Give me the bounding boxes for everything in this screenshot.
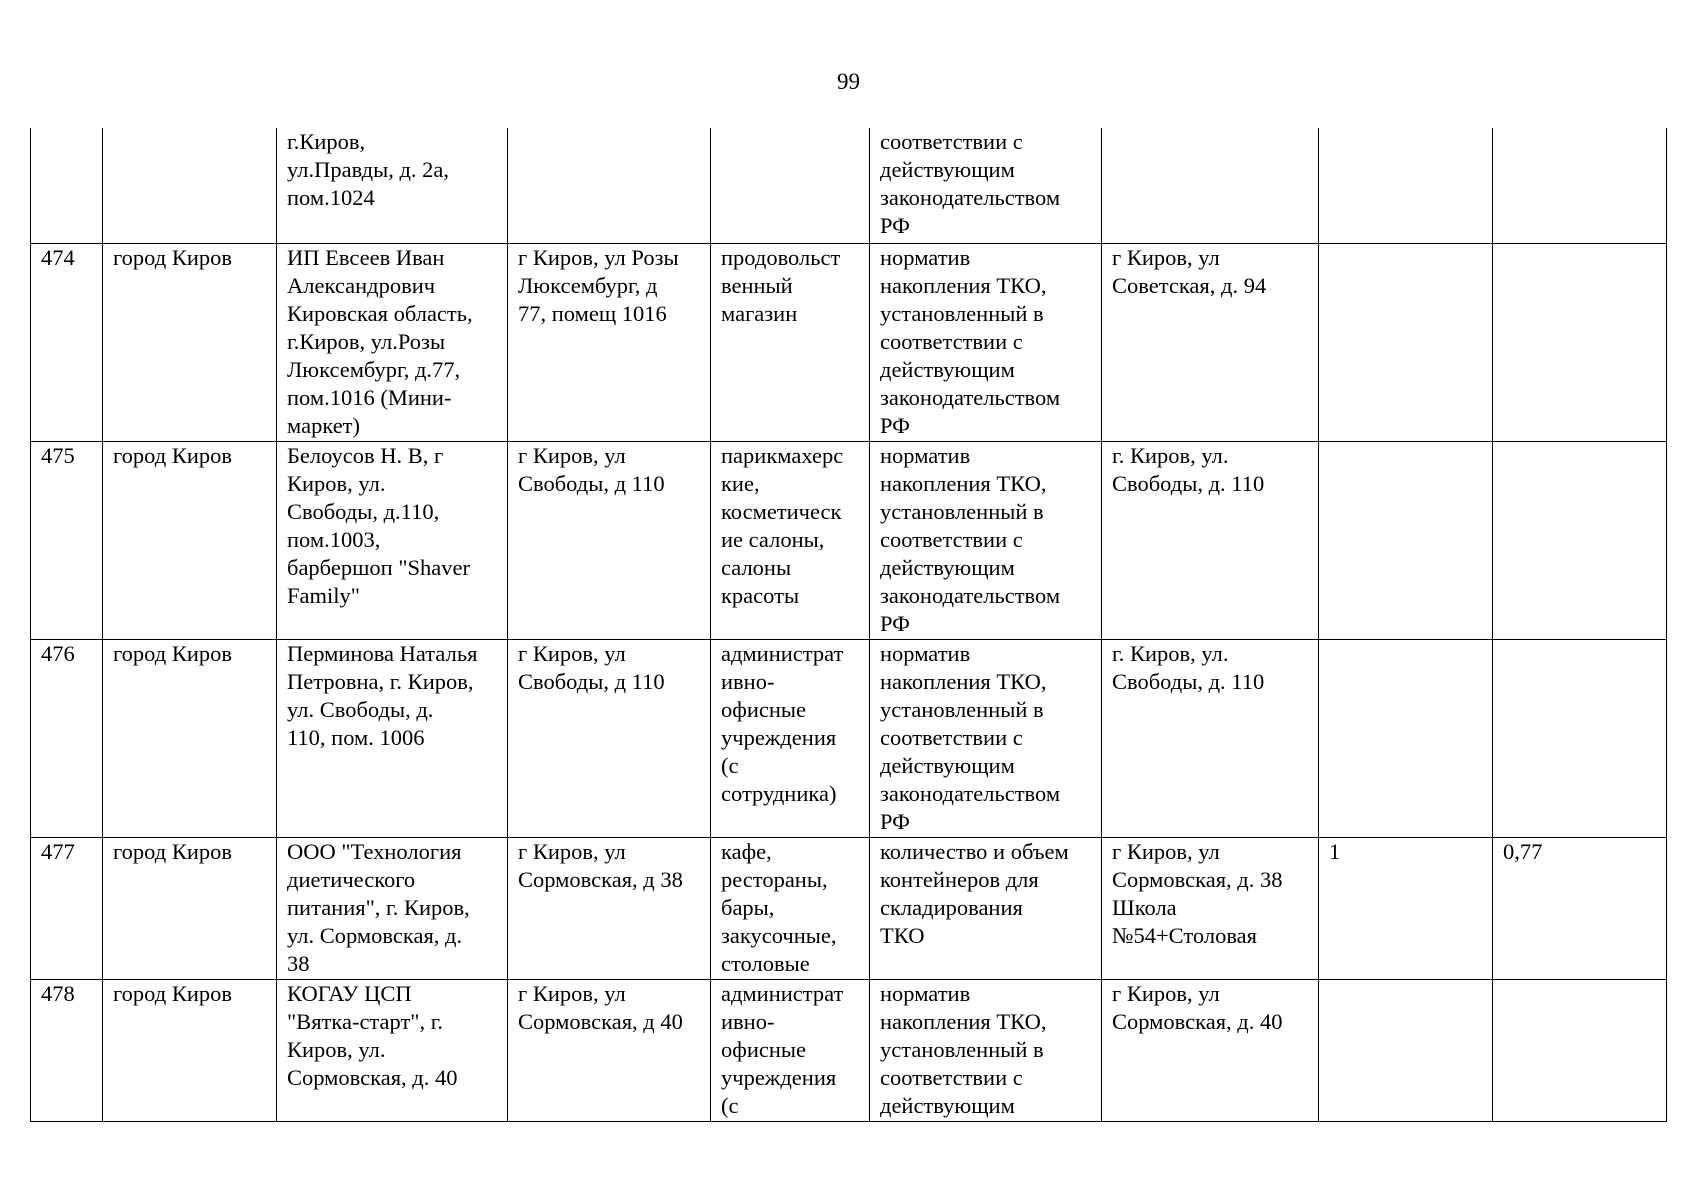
- container-volume-cell: [1493, 128, 1667, 243]
- category-cell: администрат ивно- офисные учреждения (с: [711, 979, 870, 1121]
- row-number-cell: 476: [31, 639, 103, 837]
- municipality-cell: город Киров: [103, 979, 277, 1121]
- container-volume-cell: [1493, 441, 1667, 639]
- owner-cell: Перминова Наталья Петровна, г. Киров, ул. Свободы, д. 110, пом. 1006: [277, 639, 508, 837]
- address-cell: [508, 128, 711, 243]
- category-cell: кафе, рестораны, бары, закусочные, столовые: [711, 837, 870, 979]
- table-row: [31, 128, 1667, 243]
- category-cell: продовольст венный магазин: [711, 243, 870, 441]
- owner-cell: ООО "Технология диетического питания", г. Киров, ул. Сормовская, д. 38: [277, 837, 508, 979]
- container-count-cell: [1319, 128, 1493, 243]
- category-cell: [711, 128, 870, 243]
- collection-site-cell: г. Киров, ул. Свободы, д. 110: [1102, 441, 1319, 639]
- row-number-cell: 477: [31, 837, 103, 979]
- address-cell: г Киров, ул Розы Люксембург, д 77, помещ 1016: [508, 243, 711, 441]
- collection-site-cell: г Киров, ул Сормовская, д. 38 Школа №54+Столовая: [1102, 837, 1319, 979]
- address-cell: г Киров, ул Сормовская, д 40: [508, 979, 711, 1121]
- row-number-cell: 478: [31, 979, 103, 1121]
- row-number-cell: 475: [31, 441, 103, 639]
- table-row: [31, 441, 1667, 639]
- accrual-method-cell: количество и объем контейнеров для складирования ТКО: [870, 837, 1102, 979]
- table-row: [31, 243, 1667, 441]
- row-number-cell: 474: [31, 243, 103, 441]
- owner-cell: г.Киров, ул.Правды, д. 2а, пом.1024: [277, 128, 508, 243]
- registry-table: [30, 128, 1667, 1122]
- container-volume-cell: [1493, 243, 1667, 441]
- table-row: [31, 979, 1667, 1121]
- accrual-method-cell: норматив накопления ТКО, установленный в соответствии с действующим законодательством РФ: [870, 441, 1102, 639]
- municipality-cell: [103, 128, 277, 243]
- municipality-cell: город Киров: [103, 639, 277, 837]
- row-number-cell: [31, 128, 103, 243]
- accrual-method-cell: норматив накопления ТКО, установленный в соответствии с действующим законодательством РФ: [870, 243, 1102, 441]
- municipality-cell: город Киров: [103, 441, 277, 639]
- table-row: [31, 639, 1667, 837]
- container-count-cell: [1319, 243, 1493, 441]
- municipality-cell: город Киров: [103, 243, 277, 441]
- owner-cell: КОГАУ ЦСП "Вятка-старт", г. Киров, ул. Сормовская, д. 40: [277, 979, 508, 1121]
- category-cell: парикмахерс кие, косметическ ие салоны, салоны красоты: [711, 441, 870, 639]
- table-row: [31, 837, 1667, 979]
- address-cell: г Киров, ул Свободы, д 110: [508, 441, 711, 639]
- owner-cell: ИП Евсеев Иван Александрович Кировская область, г.Киров, ул.Розы Люксембург, д.77, пом.1016 (Мини- маркет): [277, 243, 508, 441]
- container-volume-cell: 0,77: [1493, 837, 1667, 979]
- accrual-method-cell: соответствии с действующим законодательством РФ: [870, 128, 1102, 243]
- accrual-method-cell: норматив накопления ТКО, установленный в соответствии с действующим законодательством РФ: [870, 639, 1102, 837]
- category-cell: администрат ивно- офисные учреждения (с сотрудника): [711, 639, 870, 837]
- collection-site-cell: г Киров, ул Сормовская, д. 40: [1102, 979, 1319, 1121]
- container-count-cell: [1319, 979, 1493, 1121]
- collection-site-cell: г Киров, ул Советская, д. 94: [1102, 243, 1319, 441]
- municipality-cell: город Киров: [103, 837, 277, 979]
- collection-site-cell: г. Киров, ул. Свободы, д. 110: [1102, 639, 1319, 837]
- address-cell: г Киров, ул Сормовская, д 38: [508, 837, 711, 979]
- container-volume-cell: [1493, 979, 1667, 1121]
- address-cell: г Киров, ул Свободы, д 110: [508, 639, 711, 837]
- container-volume-cell: [1493, 639, 1667, 837]
- accrual-method-cell: норматив накопления ТКО, установленный в соответствии с действующим: [870, 979, 1102, 1121]
- container-count-cell: [1319, 639, 1493, 837]
- container-count-cell: 1: [1319, 837, 1493, 979]
- page-number: 99: [837, 69, 860, 94]
- collection-site-cell: [1102, 128, 1319, 243]
- container-count-cell: [1319, 441, 1493, 639]
- owner-cell: Белоусов Н. В, г Киров, ул. Свободы, д.110, пом.1003, барбершоп "Shaver Family": [277, 441, 508, 639]
